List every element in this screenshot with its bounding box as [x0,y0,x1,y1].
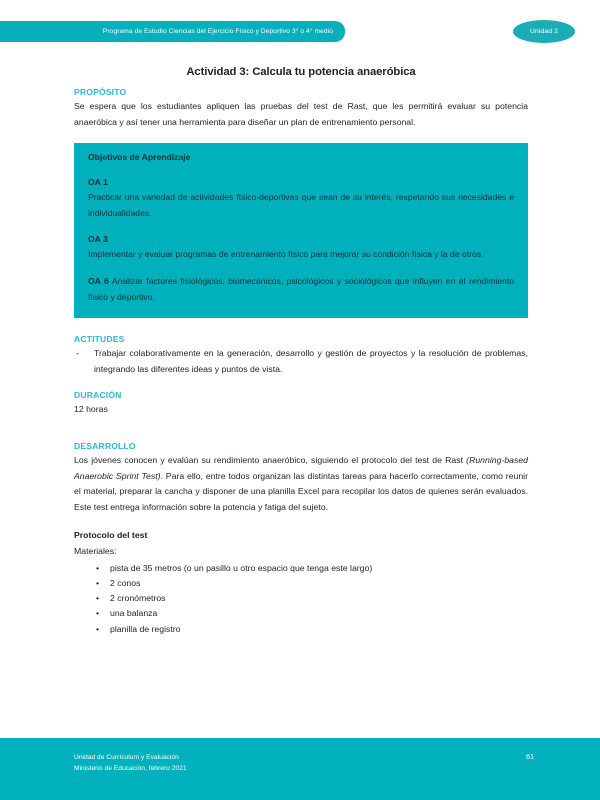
oa-code: OA 6 [88,275,109,286]
desarrollo-paragraph [74,453,528,515]
material-text: 2 cronómetros [110,593,166,604]
desarrollo-text-part1: Los jóvenes conocen y evalúan su rendimiento anaeróbico, siguiendo el protocolo del test de Rast [74,454,467,465]
desarrollo-section [74,441,528,515]
proposito-text: Se espera que los estudiantes apliquen las pruebas del test de Rast, que les permitirá evaluar su potencia anaeróbica y así tener una herramienta para diseñar un plan de entrenamiento personal. [74,101,528,127]
bullet-dot-icon: • [96,577,100,588]
desarrollo-test-name: (Running-based Anaerobic Sprint Test) [74,454,528,481]
page-header [0,0,600,55]
actitudes-label: ACTITUDES [74,334,125,345]
desarrollo-text-part2: . Para ello, entre todos organizan las distintas tareas para hacerlo correctamente, como reunir el material, preparar la cancha y disponer de una planilla Excel para recopilar los datos de quienes serán evaluados. Este test entrega información sobre la potencia y fatiga del sujeto. [74,470,528,512]
duracion-label: DURACIÓN [74,390,122,401]
footer-organization [74,752,187,774]
list-item [74,346,528,377]
oa-item [88,274,514,305]
unit-badge [513,20,575,43]
program-title-bar [0,21,345,42]
actitudes-list [74,346,528,377]
objetivos-box-title: Objetivos de Aprendizaje [88,152,191,163]
list-item [74,576,528,591]
oa-code: OA 1 [88,177,108,188]
oa-item [88,175,514,221]
oa-text: Implementar y evaluar programas de entrenamiento físico para mejorar su condición física y la de otros. [88,249,484,260]
materiales-list [74,561,528,637]
oa-text: Practicar una variedad de actividades físico-deportivas que sean de su interés, respetando sus necesidades e individualidades. [88,192,514,218]
footer-line-2: Ministerio de Educación, febrero 2021 [74,765,187,772]
dash-bullet-icon: - [76,348,79,359]
materiales-label: Materiales: [74,545,117,556]
list-item [74,622,528,637]
program-title-text: Programa de Estudio Ciencias del Ejercicio Físico y Deportivo 3° o 4° medio [102,28,333,35]
page-title: Actividad 3: Calcula tu potencia anaeróbica [186,66,416,78]
bullet-dot-icon: • [96,623,100,634]
protocolo-heading: Protocolo del test [74,530,148,541]
list-item [74,591,528,606]
proposito-section [74,87,528,130]
material-text: una balanza [110,608,158,619]
list-item [74,561,528,576]
duracion-section [74,390,528,418]
footer-content [74,752,534,774]
actitud-text: Trabajar colaborativamente en la generación, desarrollo y gestión de proyectos y la resolución de problemas, integrando las diferentes ideas y puntos de vista. [94,348,528,374]
unit-badge-label: Unidad 2 [529,28,558,35]
objetivos-de-aprendizaje-box [74,143,528,318]
document-content [74,66,528,637]
oa-text-inline [88,274,514,305]
bullet-dot-icon: • [96,562,100,573]
material-text: pista de 35 metros (o un pasillo u otro espacio que tenga este largo) [110,562,373,573]
duracion-value: 12 horas [74,404,108,415]
protocolo-section [74,528,528,637]
proposito-label: PROPÓSITO [74,87,127,97]
page-footer [0,738,600,800]
oa-text: Analizar factores fisiológicos, biomecánicos, psicológicos y sociológicos que influyen en el rendimiento físico y deportivo. [88,275,514,302]
bullet-dot-icon: • [96,593,100,604]
page-number: 61 [526,752,534,761]
oa-item [88,232,514,263]
bullet-dot-icon: • [96,608,100,619]
footer-line-1: Unidad de Currículum y Evaluación [74,754,179,761]
material-text: planilla de registro [110,623,181,634]
list-item [74,606,528,621]
actitudes-section [74,334,528,377]
material-text: 2 conos [110,577,141,588]
desarrollo-label: DESARROLLO [74,440,136,451]
oa-code: OA 3 [88,234,108,245]
